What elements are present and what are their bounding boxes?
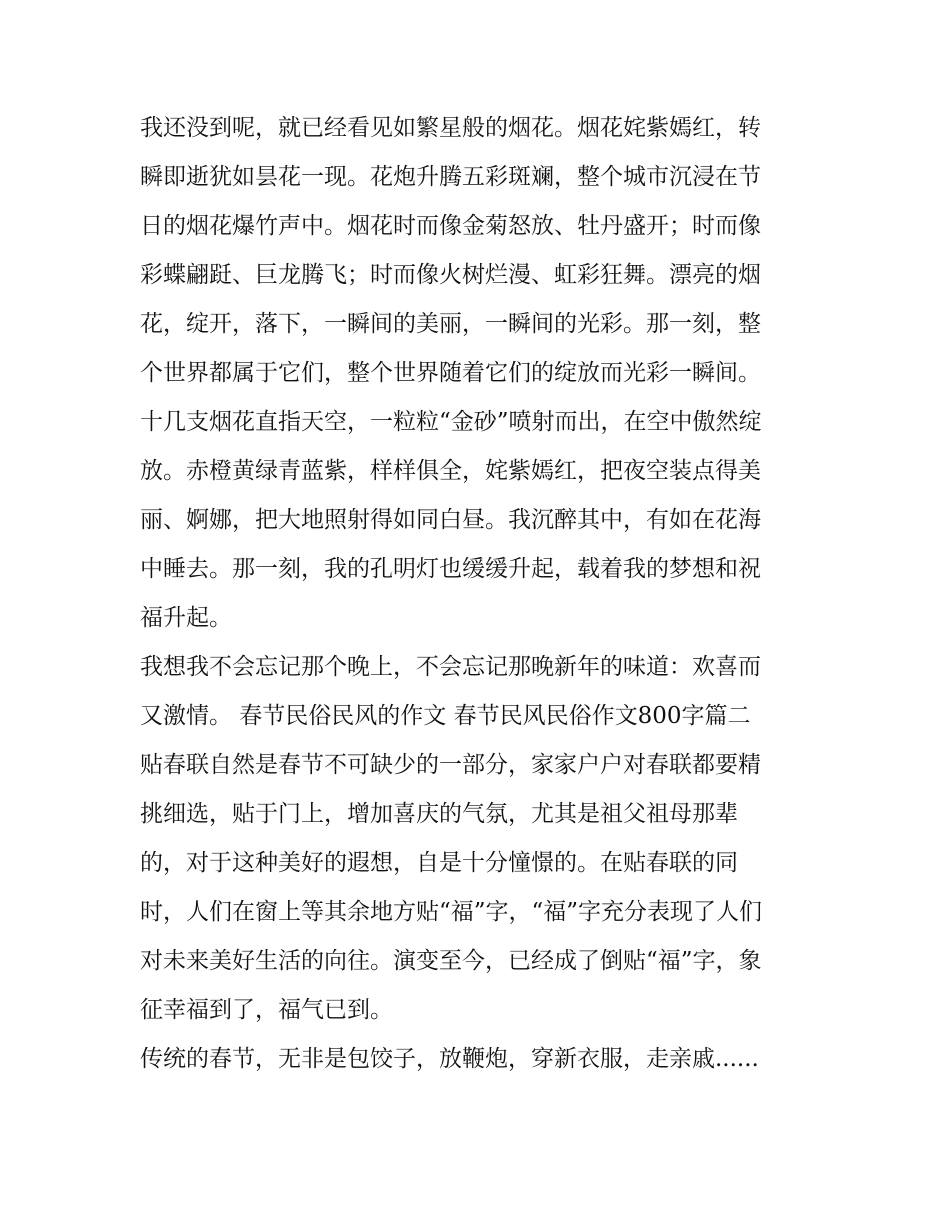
- text-line: 又激情。 春节民俗民风的作文 春节民风民俗作文800字篇二: [140, 703, 751, 729]
- text-line: 中睡去。那一刻，我的孔明灯也缓缓升起，载着我的梦想和祝: [140, 556, 761, 582]
- text-line: 丽、婀娜，把大地照射得如同白昼。我沉醉其中，有如在花海: [140, 507, 761, 533]
- document-body: [140, 104, 812, 1084]
- text-line: 个世界都属于它们，整个世界随着它们的绽放而光彩一瞬间。: [140, 360, 761, 386]
- text-line: 日的烟花爆竹声中。烟花时而像金菊怒放、牡丹盛开；时而像: [140, 213, 761, 239]
- text-line: 传统的春节，无非是包饺子，放鞭炮，穿新衣服，走亲戚......: [140, 1046, 759, 1072]
- text-line: 贴春联自然是春节不可缺少的一部分，家家户户对春联都要精: [140, 752, 761, 778]
- text-line: 的，对于这种美好的遐想，自是十分憧憬的。在贴春联的同: [140, 850, 738, 876]
- text-line: 征幸福到了，福气已到。: [140, 997, 393, 1023]
- text-line: 我还没到呢，就已经看见如繁星般的烟花。烟花姹紫嫣红，转: [140, 115, 761, 141]
- text-line: 彩蝶翩跹、巨龙腾飞；时而像火树烂漫、虹彩狂舞。漂亮的烟: [140, 262, 761, 288]
- text-line: 挑细选，贴于门上，增加喜庆的气氛，尤其是祖父祖母那辈: [140, 801, 738, 827]
- text-line: 瞬即逝犹如昙花一现。花炮升腾五彩斑斓，整个城市沉浸在节: [140, 164, 761, 190]
- text-line: 福升起。: [140, 605, 232, 631]
- paragraph-spring-couplets: [140, 643, 812, 1035]
- text-line: 花，绽开，落下，一瞬间的美丽，一瞬间的光彩。那一刻，整: [140, 311, 761, 337]
- text-line: 时，人们在窗上等其余地方贴“福”字，“福”字充分表现了人们: [140, 899, 763, 925]
- paragraph-fireworks: [140, 104, 812, 643]
- text-line: 对未来美好生活的向往。演变至今，已经成了倒贴“福”字，象: [140, 948, 762, 974]
- paragraph-tradition: [140, 1035, 812, 1084]
- text-line: 放。赤橙黄绿青蓝紫，样样俱全，姹紫嫣红，把夜空装点得美: [140, 458, 761, 484]
- text-line: 我想我不会忘记那个晚上，不会忘记那晚新年的味道：欢喜而: [140, 654, 761, 680]
- text-line: 十几支烟花直指天空，一粒粒“金砂”喷射而出，在空中傲然绽: [140, 409, 762, 435]
